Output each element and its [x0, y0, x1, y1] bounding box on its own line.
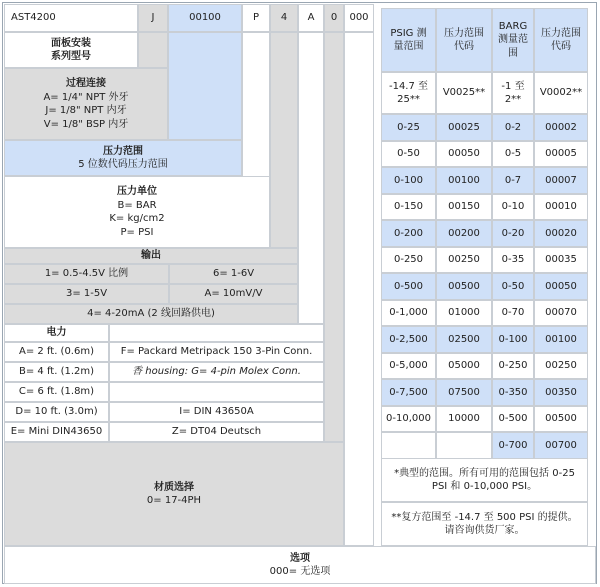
electrical-option-a: A= 2 ft. (0.6m) — [4, 342, 109, 362]
electrical-option-f: F= Packard Metripack 150 3-Pin Conn. — [109, 342, 324, 362]
electrical-option-d: D= 10 ft. (3.0m) — [4, 402, 109, 422]
output-option-a: A= 10mV/V — [169, 284, 298, 304]
output-title: 输出 — [4, 248, 298, 264]
column-strip-material — [324, 32, 344, 442]
model-cell-range: 00100 — [168, 4, 242, 32]
range-row-psig-range: 0-200 — [381, 220, 436, 247]
range-row-barg-range: 0-5 — [492, 141, 534, 168]
range-row-barg-code: 00500 — [534, 406, 588, 433]
range-row-psig-code: 02500 — [436, 326, 492, 353]
mounting-line2: 系列型号 — [51, 51, 91, 62]
range-row-barg-range: 0-2 — [492, 114, 534, 141]
range-row-barg-code: 00005 — [534, 141, 588, 168]
range-row-barg-code: 00250 — [534, 353, 588, 380]
pressure-range-section — [4, 140, 242, 176]
model-cell-unit: P — [242, 4, 270, 32]
range-row-psig-code: 10000 — [436, 406, 492, 433]
range-row-psig-code: 07500 — [436, 379, 492, 406]
header-barg-line2: 测量范 — [498, 34, 528, 46]
range-row-psig-range: 0-500 — [381, 273, 436, 300]
range-row-psig-range: 0-7,500 — [381, 379, 436, 406]
column-strip-options — [344, 32, 374, 546]
options-option: 000= 无选项 — [269, 566, 331, 577]
process-connection-section — [4, 68, 168, 140]
range-row-psig-code — [436, 432, 492, 459]
range-row-barg-code: 00020 — [534, 220, 588, 247]
model-cell-base: AST4200 — [4, 4, 138, 32]
range-row-psig-code: 00250 — [436, 247, 492, 274]
range-row-barg-range: 0-500 — [492, 406, 534, 433]
unit-option-p: P= PSI — [120, 226, 154, 238]
range-row-barg-code: 00002 — [534, 114, 588, 141]
range-row-barg-range: 0-100 — [492, 326, 534, 353]
electrical-option-z: Z= DT04 Deutsch — [109, 422, 324, 442]
unit-option-b: B= BAR — [117, 199, 157, 211]
electrical-title-spacer — [109, 324, 324, 342]
vacuum-barg-line1: -1 至 — [501, 80, 525, 92]
range-desc: 5 位数代码压力范围 — [78, 159, 168, 170]
vacuum-psig-range — [381, 72, 436, 114]
header-psig-code — [436, 8, 492, 72]
electrical-option-b: B= 4 ft. (1.2m) — [4, 362, 109, 382]
vacuum-psig-line1: -14.7 至 — [388, 80, 429, 92]
header-barg-code-line2: 代码 — [551, 41, 571, 52]
range-row-barg-range: 0-7 — [492, 167, 534, 194]
model-cell-options: 000 — [344, 4, 374, 32]
range-row-psig-range: 0-250 — [381, 247, 436, 274]
header-psig-code-line2: 代码 — [454, 41, 474, 52]
range-row-barg-range: 0-20 — [492, 220, 534, 247]
range-row-barg-range: 0-10 — [492, 194, 534, 221]
process-option-a: A= 1/4" NPT 外牙 — [43, 91, 129, 103]
column-strip-output — [270, 32, 298, 248]
range-row-psig-code: 00200 — [436, 220, 492, 247]
output-option-6: 6= 1-6V — [169, 264, 298, 284]
range-row-psig-range: 0-2,500 — [381, 326, 436, 353]
vacuum-barg-range — [492, 72, 534, 114]
mounting-line1: 面板安装 — [51, 37, 91, 49]
output-option-4: 4= 4-20mA (2 线回路供电) — [4, 304, 298, 324]
process-option-j: J= 1/8" NPT 内牙 — [45, 105, 127, 116]
range-title: 压力范围 — [103, 145, 143, 157]
column-strip-electrical — [298, 32, 324, 324]
range-row-psig-code: 00050 — [436, 141, 492, 168]
range-row-barg-range: 0-50 — [492, 273, 534, 300]
range-row-barg-range: 0-35 — [492, 247, 534, 274]
range-row-psig-range: 0-50 — [381, 141, 436, 168]
column-strip-range — [168, 32, 242, 140]
range-row-psig-code: 00500 — [436, 273, 492, 300]
range-row-barg-code: 00010 — [534, 194, 588, 221]
header-barg-code-line1: 压力范围 — [541, 27, 581, 39]
header-psig-line2: 量范围 — [393, 41, 424, 52]
range-row-barg-range: 0-70 — [492, 300, 534, 327]
material-title: 材质选择 — [154, 481, 194, 493]
header-psig-line1: PSIG 测 — [390, 27, 427, 39]
model-cell-output: 4 — [270, 4, 298, 32]
range-row-psig-code: 00100 — [436, 167, 492, 194]
range-row-psig-range: 0-10,000 — [381, 406, 436, 433]
header-barg-code — [534, 8, 588, 72]
unit-title: 压力单位 — [117, 186, 157, 197]
range-row-barg-code: 00700 — [534, 432, 588, 459]
electrical-option-c: C= 6 ft. (1.8m) — [4, 382, 109, 402]
range-row-psig-range: 0-150 — [381, 194, 436, 221]
range-row-psig-range — [381, 432, 436, 459]
range-row-barg-range: 0-700 — [492, 432, 534, 459]
model-cell-material: 0 — [324, 4, 344, 32]
range-row-barg-code: 00035 — [534, 247, 588, 274]
header-psig-range — [381, 8, 436, 72]
range-row-psig-range: 0-25 — [381, 114, 436, 141]
range-row-barg-range: 0-250 — [492, 353, 534, 380]
header-psig-code-line1: 压力范围 — [444, 27, 484, 39]
header-barg-range — [492, 8, 534, 72]
electrical-option-e: E= Mini DIN43650 — [4, 422, 109, 442]
range-row-barg-code: 00070 — [534, 300, 588, 327]
range-row-barg-range: 0-350 — [492, 379, 534, 406]
range-row-barg-code: 00007 — [534, 167, 588, 194]
electrical-option-i: I= DIN 43650A — [109, 402, 324, 422]
pressure-unit-section — [4, 176, 270, 248]
range-row-psig-range: 0-1,000 — [381, 300, 436, 327]
model-cell-process: J — [138, 4, 168, 32]
range-row-barg-code: 00100 — [534, 326, 588, 353]
column-strip-process — [138, 32, 168, 68]
vacuum-barg-line2: 2** — [504, 94, 522, 105]
electrical-title: 电力 — [4, 324, 109, 342]
material-option: 0= 17-4PH — [146, 495, 202, 506]
process-option-v: V= 1/8" BSP 内牙 — [43, 118, 129, 130]
range-note-typical: *典型的范围。所有可用的范围包括 0-25 PSI 和 0-10,000 PSI。 — [381, 458, 588, 502]
range-row-psig-range: 0-5,000 — [381, 353, 436, 380]
range-row-psig-code: 00025 — [436, 114, 492, 141]
range-row-barg-code: 00050 — [534, 273, 588, 300]
range-row-psig-code: 01000 — [436, 300, 492, 327]
range-note-compound: **复方范围至 -14.7 至 500 PSI 的提供。请咨询供货厂家。 — [381, 502, 588, 546]
range-row-psig-range: 0-100 — [381, 167, 436, 194]
range-row-barg-code: 00350 — [534, 379, 588, 406]
vacuum-psig-code: V0025** — [436, 72, 492, 114]
electrical-option-g: 香 housing: G= 4-pin Molex Conn. — [109, 362, 324, 382]
header-barg-line1: BARG — [498, 20, 528, 32]
header-barg-line3: 围 — [508, 47, 518, 59]
options-section — [4, 546, 596, 584]
vacuum-barg-code: V0002** — [534, 72, 588, 114]
unit-option-k: K= kg/cm2 — [109, 213, 165, 224]
output-option-3: 3= 1-5V — [4, 284, 169, 304]
vacuum-psig-line2: 25** — [397, 94, 420, 105]
mounting-label — [4, 32, 138, 68]
options-title: 选项 — [290, 552, 310, 564]
output-option-1: 1= 0.5-4.5V 比例 — [4, 264, 169, 284]
model-cell-electrical: A — [298, 4, 324, 32]
range-row-psig-code: 05000 — [436, 353, 492, 380]
electrical-option-c-spacer — [109, 382, 324, 402]
process-title: 过程连接 — [66, 78, 106, 89]
range-row-psig-code: 00150 — [436, 194, 492, 221]
material-section — [4, 442, 344, 546]
